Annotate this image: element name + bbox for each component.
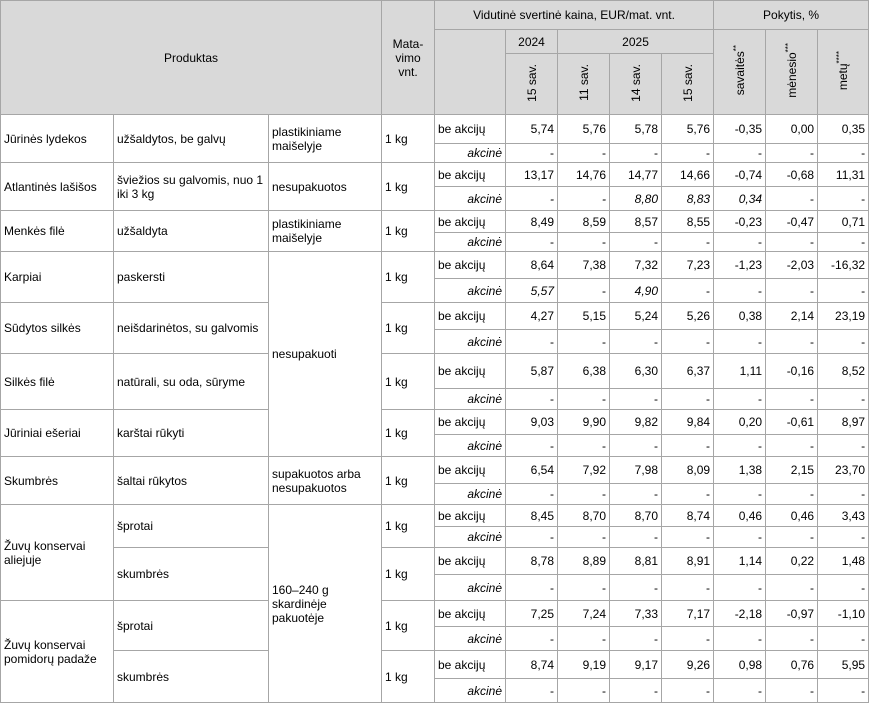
value-cell: 8,49 bbox=[506, 211, 558, 233]
row-type-regular: be akcijų bbox=[435, 505, 506, 527]
value-cell: - bbox=[610, 233, 662, 252]
value-cell: - bbox=[818, 233, 869, 252]
value-cell: - bbox=[818, 679, 869, 703]
value-cell: - bbox=[558, 627, 610, 651]
header-blank bbox=[435, 30, 506, 115]
product-pack: plastikiniame maišelyje bbox=[269, 211, 382, 252]
value-cell: 4,27 bbox=[506, 303, 558, 330]
product-unit: 1 kg bbox=[382, 505, 435, 548]
product-unit: 1 kg bbox=[382, 548, 435, 601]
product-unit: 1 kg bbox=[382, 211, 435, 252]
row-type-promo: akcinė bbox=[435, 679, 506, 703]
value-cell: - bbox=[558, 144, 610, 163]
product-desc: užšaldytos, be galvų bbox=[114, 115, 269, 163]
value-cell: 8,91 bbox=[662, 548, 714, 575]
value-cell: - bbox=[662, 627, 714, 651]
value-cell: -2,03 bbox=[766, 252, 818, 279]
value-cell: - bbox=[766, 484, 818, 505]
value-cell: - bbox=[506, 627, 558, 651]
product-unit: 1 kg bbox=[382, 163, 435, 211]
value-cell: 8,81 bbox=[610, 548, 662, 575]
value-cell: 8,59 bbox=[558, 211, 610, 233]
value-cell: - bbox=[610, 389, 662, 410]
value-cell: 23,70 bbox=[818, 457, 869, 484]
value-cell: - bbox=[766, 575, 818, 601]
value-cell: - bbox=[818, 435, 869, 457]
row-type-promo: akcinė bbox=[435, 627, 506, 651]
row-type-regular: be akcijų bbox=[435, 252, 506, 279]
value-cell: - bbox=[766, 435, 818, 457]
value-cell: - bbox=[766, 187, 818, 211]
header-change-month: mėnesio*** bbox=[766, 30, 818, 115]
product-pack: 160–240 g skardinėje pakuotėje bbox=[269, 505, 382, 703]
product-unit: 1 kg bbox=[382, 303, 435, 354]
value-cell: 14,66 bbox=[662, 163, 714, 187]
value-cell: - bbox=[506, 679, 558, 703]
value-cell: - bbox=[818, 187, 869, 211]
product-desc: šprotai bbox=[114, 601, 269, 651]
row-type-regular: be akcijų bbox=[435, 601, 506, 627]
product-unit: 1 kg bbox=[382, 115, 435, 163]
product-unit: 1 kg bbox=[382, 252, 435, 303]
row-type-regular: be akcijų bbox=[435, 211, 506, 233]
value-cell: - bbox=[506, 484, 558, 505]
value-cell: - bbox=[558, 575, 610, 601]
row-type-promo: akcinė bbox=[435, 279, 506, 303]
value-cell: 8,52 bbox=[818, 354, 869, 389]
value-cell: 5,95 bbox=[818, 651, 869, 679]
header-change-group: Pokytis, % bbox=[714, 1, 869, 30]
row-type-promo: akcinė bbox=[435, 527, 506, 548]
value-cell: - bbox=[662, 435, 714, 457]
value-cell: - bbox=[766, 527, 818, 548]
value-cell: - bbox=[818, 144, 869, 163]
value-cell: - bbox=[766, 233, 818, 252]
value-cell: 9,90 bbox=[558, 410, 610, 435]
product-name: Skumbrės bbox=[1, 457, 114, 505]
header-week: 11 sav. bbox=[558, 54, 610, 115]
value-cell: - bbox=[818, 279, 869, 303]
value-cell: - bbox=[610, 484, 662, 505]
value-cell: 11,31 bbox=[818, 163, 869, 187]
value-cell: 13,17 bbox=[506, 163, 558, 187]
value-cell: -0,47 bbox=[766, 211, 818, 233]
value-cell: 4,90 bbox=[610, 279, 662, 303]
value-cell: 1,11 bbox=[714, 354, 766, 389]
value-cell: - bbox=[610, 330, 662, 354]
value-cell: 23,19 bbox=[818, 303, 869, 330]
row-type-promo: akcinė bbox=[435, 187, 506, 211]
value-cell: 5,15 bbox=[558, 303, 610, 330]
header-week: 15 sav. bbox=[662, 54, 714, 115]
value-cell: - bbox=[714, 484, 766, 505]
value-cell: - bbox=[662, 679, 714, 703]
value-cell: - bbox=[766, 389, 818, 410]
row-type-promo: akcinė bbox=[435, 330, 506, 354]
row-type-regular: be akcijų bbox=[435, 115, 506, 144]
value-cell: - bbox=[506, 435, 558, 457]
row-type-promo: akcinė bbox=[435, 435, 506, 457]
value-cell: 1,48 bbox=[818, 548, 869, 575]
value-cell: - bbox=[610, 144, 662, 163]
value-cell: 0,98 bbox=[714, 651, 766, 679]
value-cell: 2,14 bbox=[766, 303, 818, 330]
value-cell: - bbox=[558, 389, 610, 410]
product-unit: 1 kg bbox=[382, 410, 435, 457]
value-cell: - bbox=[662, 330, 714, 354]
value-cell: 2,15 bbox=[766, 457, 818, 484]
product-unit: 1 kg bbox=[382, 354, 435, 410]
value-cell: -0,35 bbox=[714, 115, 766, 144]
product-desc: karštai rūkyti bbox=[114, 410, 269, 457]
row-type-regular: be akcijų bbox=[435, 303, 506, 330]
value-cell: - bbox=[818, 330, 869, 354]
value-cell: - bbox=[818, 389, 869, 410]
value-cell: 5,74 bbox=[506, 115, 558, 144]
value-cell: -0,68 bbox=[766, 163, 818, 187]
value-cell: 7,24 bbox=[558, 601, 610, 627]
value-cell: - bbox=[662, 484, 714, 505]
value-cell: - bbox=[506, 575, 558, 601]
value-cell: - bbox=[610, 627, 662, 651]
value-cell: 6,30 bbox=[610, 354, 662, 389]
value-cell: - bbox=[662, 527, 714, 548]
value-cell: - bbox=[766, 144, 818, 163]
value-cell: - bbox=[558, 484, 610, 505]
value-cell: -0,16 bbox=[766, 354, 818, 389]
product-pack: nesupakuotos bbox=[269, 163, 382, 211]
value-cell: - bbox=[662, 575, 714, 601]
value-cell: 5,78 bbox=[610, 115, 662, 144]
value-cell: -0,97 bbox=[766, 601, 818, 627]
value-cell: - bbox=[506, 527, 558, 548]
value-cell: 1,14 bbox=[714, 548, 766, 575]
value-cell: 0,46 bbox=[714, 505, 766, 527]
value-cell: 5,87 bbox=[506, 354, 558, 389]
value-cell: - bbox=[714, 233, 766, 252]
value-cell: -1,23 bbox=[714, 252, 766, 279]
product-pack: supakuotos arba nesupakuotos bbox=[269, 457, 382, 505]
product-name: Sūdytos silkės bbox=[1, 303, 114, 354]
value-cell: - bbox=[662, 144, 714, 163]
value-cell: -0,61 bbox=[766, 410, 818, 435]
value-cell: - bbox=[662, 233, 714, 252]
value-cell: 8,78 bbox=[506, 548, 558, 575]
header-year-2025: 2025 bbox=[558, 30, 714, 54]
value-cell: 0,76 bbox=[766, 651, 818, 679]
value-cell: - bbox=[506, 389, 558, 410]
value-cell: - bbox=[610, 435, 662, 457]
product-name: Žuvų konservai pomidorų padaže bbox=[1, 601, 114, 703]
value-cell: 9,03 bbox=[506, 410, 558, 435]
product-desc: užšaldyta bbox=[114, 211, 269, 252]
value-cell: - bbox=[610, 527, 662, 548]
value-cell: 6,38 bbox=[558, 354, 610, 389]
product-desc: šviežios su galvomis, nuo 1 iki 3 kg bbox=[114, 163, 269, 211]
value-cell: - bbox=[506, 187, 558, 211]
value-cell: 9,84 bbox=[662, 410, 714, 435]
value-cell: - bbox=[818, 575, 869, 601]
value-cell: 7,98 bbox=[610, 457, 662, 484]
value-cell: - bbox=[558, 187, 610, 211]
value-cell: - bbox=[714, 330, 766, 354]
value-cell: 8,74 bbox=[662, 505, 714, 527]
value-cell: 8,70 bbox=[610, 505, 662, 527]
value-cell: - bbox=[714, 527, 766, 548]
product-name: Jūriniai ešeriai bbox=[1, 410, 114, 457]
value-cell: 7,38 bbox=[558, 252, 610, 279]
value-cell: - bbox=[818, 527, 869, 548]
value-cell: 7,23 bbox=[662, 252, 714, 279]
header-price-group: Vidutinė svertinė kaina, EUR/mat. vnt. bbox=[435, 1, 714, 30]
value-cell: - bbox=[506, 330, 558, 354]
value-cell: 7,25 bbox=[506, 601, 558, 627]
product-name: Žuvų konservai aliejuje bbox=[1, 505, 114, 601]
value-cell: 6,37 bbox=[662, 354, 714, 389]
value-cell: 0,38 bbox=[714, 303, 766, 330]
value-cell: 7,32 bbox=[610, 252, 662, 279]
product-name: Karpiai bbox=[1, 252, 114, 303]
value-cell: 5,26 bbox=[662, 303, 714, 330]
product-desc: skumbrės bbox=[114, 548, 269, 601]
row-type-promo: akcinė bbox=[435, 389, 506, 410]
value-cell: 5,57 bbox=[506, 279, 558, 303]
row-type-promo: akcinė bbox=[435, 144, 506, 163]
value-cell: 14,76 bbox=[558, 163, 610, 187]
value-cell: - bbox=[558, 233, 610, 252]
header-unit: Mata-vimo vnt. bbox=[382, 1, 435, 115]
value-cell: - bbox=[714, 279, 766, 303]
value-cell: 8,89 bbox=[558, 548, 610, 575]
value-cell: 9,26 bbox=[662, 651, 714, 679]
row-type-regular: be akcijų bbox=[435, 354, 506, 389]
row-type-regular: be akcijų bbox=[435, 163, 506, 187]
row-type-regular: be akcijų bbox=[435, 651, 506, 679]
value-cell: - bbox=[714, 435, 766, 457]
product-name: Silkės filė bbox=[1, 354, 114, 410]
product-desc: neišdarinėtos, su galvomis bbox=[114, 303, 269, 354]
value-cell: 8,70 bbox=[558, 505, 610, 527]
value-cell: 8,74 bbox=[506, 651, 558, 679]
value-cell: 0,34 bbox=[714, 187, 766, 211]
value-cell: - bbox=[506, 233, 558, 252]
header-year-2024: 2024 bbox=[506, 30, 558, 54]
value-cell: - bbox=[610, 575, 662, 601]
value-cell: 5,76 bbox=[662, 115, 714, 144]
value-cell: 8,80 bbox=[610, 187, 662, 211]
header-change-year: metų**** bbox=[818, 30, 869, 115]
product-desc: šaltai rūkytos bbox=[114, 457, 269, 505]
value-cell: 8,97 bbox=[818, 410, 869, 435]
value-cell: - bbox=[818, 484, 869, 505]
value-cell: 0,71 bbox=[818, 211, 869, 233]
header-week: 14 sav. bbox=[610, 54, 662, 115]
product-desc: skumbrės bbox=[114, 651, 269, 703]
product-desc: paskersti bbox=[114, 252, 269, 303]
value-cell: 9,17 bbox=[610, 651, 662, 679]
value-cell: - bbox=[714, 389, 766, 410]
value-cell: - bbox=[558, 679, 610, 703]
value-cell: 7,33 bbox=[610, 601, 662, 627]
row-type-regular: be akcijų bbox=[435, 457, 506, 484]
value-cell: 5,24 bbox=[610, 303, 662, 330]
value-cell: 6,54 bbox=[506, 457, 558, 484]
row-type-regular: be akcijų bbox=[435, 548, 506, 575]
value-cell: - bbox=[558, 330, 610, 354]
value-cell: - bbox=[610, 679, 662, 703]
value-cell: 0,35 bbox=[818, 115, 869, 144]
value-cell: 8,64 bbox=[506, 252, 558, 279]
value-cell: - bbox=[662, 389, 714, 410]
value-cell: -16,32 bbox=[818, 252, 869, 279]
value-cell: - bbox=[766, 279, 818, 303]
product-unit: 1 kg bbox=[382, 651, 435, 703]
value-cell: -0,74 bbox=[714, 163, 766, 187]
value-cell: -0,23 bbox=[714, 211, 766, 233]
value-cell: - bbox=[766, 330, 818, 354]
value-cell: 14,77 bbox=[610, 163, 662, 187]
value-cell: - bbox=[714, 144, 766, 163]
value-cell: 8,09 bbox=[662, 457, 714, 484]
value-cell: - bbox=[506, 144, 558, 163]
product-desc: natūrali, su oda, sūryme bbox=[114, 354, 269, 410]
value-cell: - bbox=[714, 627, 766, 651]
row-type-regular: be akcijų bbox=[435, 410, 506, 435]
value-cell: 8,45 bbox=[506, 505, 558, 527]
value-cell: - bbox=[818, 627, 869, 651]
value-cell: 0,46 bbox=[766, 505, 818, 527]
product-name: Jūrinės lydekos bbox=[1, 115, 114, 163]
header-change-week: savaitės** bbox=[714, 30, 766, 115]
product-unit: 1 kg bbox=[382, 457, 435, 505]
value-cell: 7,17 bbox=[662, 601, 714, 627]
header-product: Produktas bbox=[1, 1, 382, 115]
product-name: Menkės filė bbox=[1, 211, 114, 252]
value-cell: - bbox=[558, 435, 610, 457]
value-cell: - bbox=[714, 575, 766, 601]
value-cell: 8,57 bbox=[610, 211, 662, 233]
value-cell: 3,43 bbox=[818, 505, 869, 527]
value-cell: 8,83 bbox=[662, 187, 714, 211]
value-cell: 9,82 bbox=[610, 410, 662, 435]
value-cell: - bbox=[714, 679, 766, 703]
row-type-promo: akcinė bbox=[435, 575, 506, 601]
product-pack: plastikiniame maišelyje bbox=[269, 115, 382, 163]
value-cell: - bbox=[662, 279, 714, 303]
value-cell: 9,19 bbox=[558, 651, 610, 679]
product-desc: šprotai bbox=[114, 505, 269, 548]
value-cell: 0,00 bbox=[766, 115, 818, 144]
product-pack: nesupakuoti bbox=[269, 252, 382, 457]
header-week: 15 sav. bbox=[506, 54, 558, 115]
value-cell: 1,38 bbox=[714, 457, 766, 484]
value-cell: - bbox=[558, 279, 610, 303]
value-cell: 8,55 bbox=[662, 211, 714, 233]
row-type-promo: akcinė bbox=[435, 484, 506, 505]
row-type-promo: akcinė bbox=[435, 233, 506, 252]
value-cell: 7,92 bbox=[558, 457, 610, 484]
value-cell: 0,22 bbox=[766, 548, 818, 575]
value-cell: - bbox=[766, 679, 818, 703]
value-cell: - bbox=[558, 527, 610, 548]
value-cell: - bbox=[766, 627, 818, 651]
product-name: Atlantinės lašišos bbox=[1, 163, 114, 211]
value-cell: 0,20 bbox=[714, 410, 766, 435]
value-cell: -1,10 bbox=[818, 601, 869, 627]
value-cell: -2,18 bbox=[714, 601, 766, 627]
value-cell: 5,76 bbox=[558, 115, 610, 144]
product-unit: 1 kg bbox=[382, 601, 435, 651]
